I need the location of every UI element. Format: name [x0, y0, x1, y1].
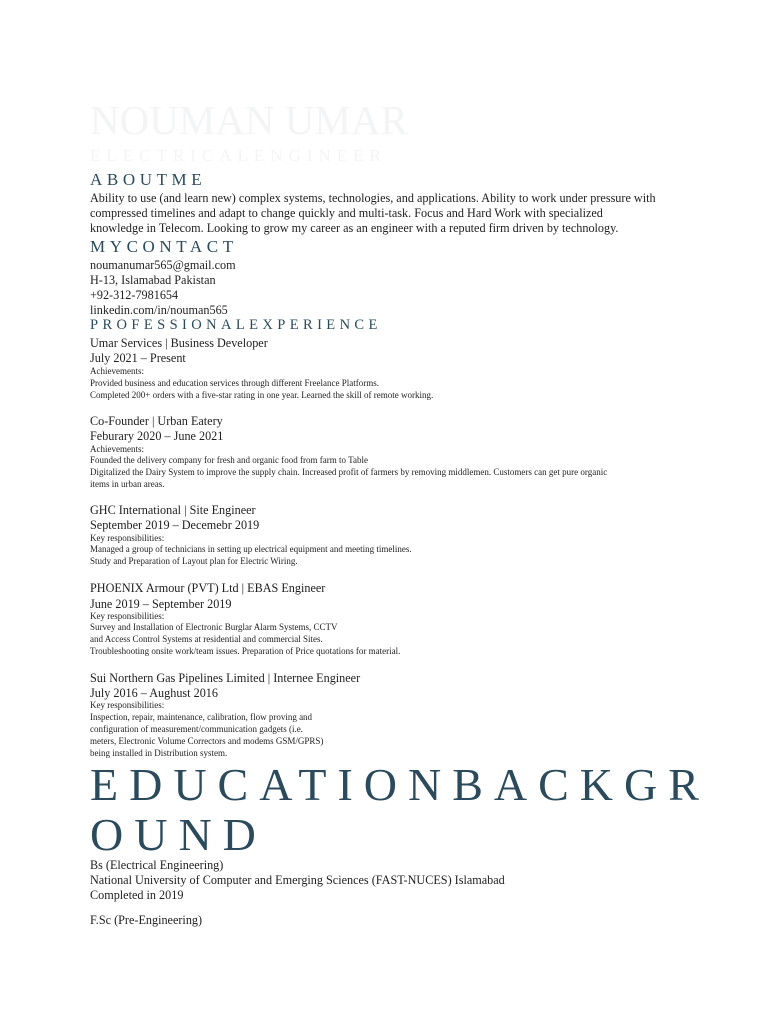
education-fsc: F.Sc (Pre-Engineering)	[90, 913, 203, 927]
job-line: being installed in Distribution system.	[90, 748, 228, 758]
job-dates: Feburary 2020 – June 2021	[90, 429, 224, 443]
job-label: Achievements:	[90, 444, 144, 454]
education-degree: Bs (Electrical Engineering)	[90, 858, 224, 872]
about-line-1: Ability to use (and learn new) complex systems, technologies, and applications. Ability to work under pressure with	[90, 191, 656, 205]
job-line: Managed a group of technicians in setting up electrical equipment and meeting timelines.	[90, 544, 412, 554]
education-completed: Completed in 2019	[90, 888, 184, 902]
job-line: Troubleshooting onsite work/team issues. Preparation of Price quotations for material.	[90, 646, 401, 656]
job-dates: June 2019 – September 2019	[90, 597, 232, 611]
contact-heading: MYCONTACT	[90, 237, 238, 256]
job-line: meters, Electronic Volume Correctors and modems GSM/GPRS)	[90, 736, 324, 746]
job-label: Key responsibilities:	[90, 611, 165, 621]
candidate-name: NOUMAN UMAR	[90, 97, 408, 143]
job-title: Sui Northern Gas Pipelines Limited | Internee Engineer	[90, 671, 361, 685]
job-line: Digitalized the Dairy System to improve the supply chain. Increased profit of farmers by removing middlemen. Customers can get pure organic	[90, 467, 608, 477]
job-dates: July 2021 – Present	[90, 351, 186, 365]
job-line: Provided business and education services through different Freelance Platforms.	[90, 378, 380, 388]
experience-heading: PROFESSIONALEXPERIENCE	[90, 317, 382, 333]
job-line: items in urban areas.	[90, 479, 165, 489]
job-line: Inspection, repair, maintenance, calibration, flow proving and	[90, 712, 313, 722]
contact-linkedin: linkedin.com/in/nouman565	[90, 303, 228, 317]
about-heading: ABOUTME	[90, 170, 207, 189]
job-line: and Access Control Systems at residential and commercial Sites.	[90, 634, 323, 644]
job-dates: July 2016 – Aughust 2016	[90, 686, 218, 700]
job-dates: September 2019 – Decemebr 2019	[90, 518, 260, 532]
contact-address: H-13, Islamabad Pakistan	[90, 273, 216, 287]
job-title: PHOENIX Armour (PVT) Ltd | EBAS Engineer	[90, 581, 326, 595]
job-line: configuration of measurement/communication gadgets (i.e.	[90, 724, 303, 734]
job-line: Survey and Installation of Electronic Burglar Alarm Systems, CCTV	[90, 622, 338, 632]
education-heading-line-2: OUND	[90, 809, 267, 860]
job-label: Key responsibilities:	[90, 700, 165, 710]
about-line-3: knowledge in Telecom. Looking to grow my career as an engineer with a reputed firm driven by technology.	[90, 221, 619, 235]
contact-phone: +92-312-7981654	[90, 288, 179, 302]
about-line-2: compressed timelines and adapt to change quickly and multi-task. Focus and Hard Work with specialized	[90, 206, 603, 220]
job-line: Founded the delivery company for fresh and organic food from farm to Table	[90, 455, 368, 465]
contact-email: noumanumar565@gmail.com	[90, 258, 236, 272]
job-title: GHC International | Site Engineer	[90, 503, 256, 517]
job-label: Achievements:	[90, 366, 144, 376]
education-school: National University of Computer and Emerging Sciences (FAST-NUCES) Islamabad	[90, 873, 505, 887]
job-title: Umar Services | Business Developer	[90, 336, 268, 350]
education-heading-line-1: EDUCATIONBACKGR	[90, 759, 710, 810]
candidate-role: ELECTRICALENGINEER	[90, 146, 387, 165]
job-label: Key responsibilities:	[90, 533, 165, 543]
job-title: Co-Founder | Urban Eatery	[90, 414, 223, 428]
job-line: Completed 200+ orders with a five-star rating in one year. Learned the skill of remote working.	[90, 390, 434, 400]
job-line: Study and Preparation of Layout plan for Electric Wiring.	[90, 556, 298, 566]
